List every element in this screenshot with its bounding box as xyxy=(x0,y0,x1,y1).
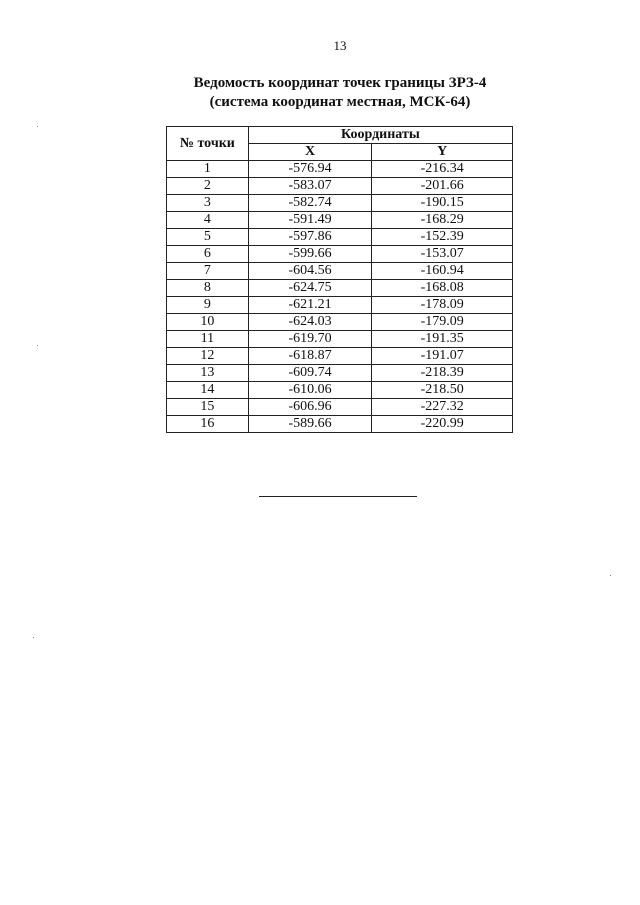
header-y: Y xyxy=(372,144,513,161)
y-coordinate-cell: -216.34 xyxy=(372,161,513,178)
y-coordinate-cell: -168.29 xyxy=(372,212,513,229)
x-coordinate-cell: -609.74 xyxy=(248,365,372,382)
scan-speck xyxy=(37,126,38,127)
x-coordinate-cell: -582.74 xyxy=(248,195,372,212)
point-number-cell: 4 xyxy=(167,212,249,229)
y-coordinate-cell: -160.94 xyxy=(372,263,513,280)
table-row xyxy=(167,297,513,314)
header-point-number: № точки xyxy=(167,127,249,161)
x-coordinate-cell: -624.75 xyxy=(248,280,372,297)
x-coordinate-cell: -610.06 xyxy=(248,382,372,399)
y-coordinate-cell: -153.07 xyxy=(372,246,513,263)
table-row xyxy=(167,331,513,348)
y-coordinate-cell: -191.07 xyxy=(372,348,513,365)
point-number-cell: 9 xyxy=(167,297,249,314)
scan-speck xyxy=(33,637,34,638)
y-coordinate-cell: -218.39 xyxy=(372,365,513,382)
point-number-cell: 10 xyxy=(167,314,249,331)
point-number-cell: 3 xyxy=(167,195,249,212)
table-row xyxy=(167,246,513,263)
point-number-cell: 1 xyxy=(167,161,249,178)
title-line-2: (система координат местная, МСК-64) xyxy=(209,94,471,110)
y-coordinate-cell: -179.09 xyxy=(372,314,513,331)
table-row xyxy=(167,280,513,297)
table-row xyxy=(167,382,513,399)
table-row xyxy=(167,399,513,416)
x-coordinate-cell: -583.07 xyxy=(248,178,372,195)
table-row xyxy=(167,195,513,212)
table-row xyxy=(167,314,513,331)
coordinates-table xyxy=(166,126,513,433)
x-coordinate-cell: -599.66 xyxy=(248,246,372,263)
title-line-1: Ведомость координат точек границы ЗРЗ-4 xyxy=(193,75,487,91)
y-coordinate-cell: -168.08 xyxy=(372,280,513,297)
scan-speck xyxy=(610,575,611,576)
x-coordinate-cell: -618.87 xyxy=(248,348,372,365)
table-row xyxy=(167,263,513,280)
x-coordinate-cell: -589.66 xyxy=(248,416,372,433)
point-number-cell: 7 xyxy=(167,263,249,280)
y-coordinate-cell: -190.15 xyxy=(372,195,513,212)
x-coordinate-cell: -591.49 xyxy=(248,212,372,229)
y-coordinate-cell: -191.35 xyxy=(372,331,513,348)
page-number: 13 xyxy=(333,38,347,53)
table-row xyxy=(167,365,513,382)
point-number-cell: 15 xyxy=(167,399,249,416)
point-number-cell: 2 xyxy=(167,178,249,195)
y-coordinate-cell: -152.39 xyxy=(372,229,513,246)
point-number-cell: 12 xyxy=(167,348,249,365)
table-body xyxy=(167,161,513,433)
table-row xyxy=(167,178,513,195)
y-coordinate-cell: -227.32 xyxy=(372,399,513,416)
y-coordinate-cell: -178.09 xyxy=(372,297,513,314)
x-coordinate-cell: -597.86 xyxy=(248,229,372,246)
point-number-cell: 6 xyxy=(167,246,249,263)
point-number-cell: 11 xyxy=(167,331,249,348)
x-coordinate-cell: -621.21 xyxy=(248,297,372,314)
scan-speck xyxy=(37,345,38,346)
separator-line xyxy=(259,496,417,497)
y-coordinate-cell: -220.99 xyxy=(372,416,513,433)
point-number-cell: 5 xyxy=(167,229,249,246)
document-title xyxy=(0,74,640,112)
point-number-cell: 13 xyxy=(167,365,249,382)
point-number-cell: 8 xyxy=(167,280,249,297)
x-coordinate-cell: -576.94 xyxy=(248,161,372,178)
x-coordinate-cell: -604.56 xyxy=(248,263,372,280)
y-coordinate-cell: -218.50 xyxy=(372,382,513,399)
table-row xyxy=(167,161,513,178)
table-row xyxy=(167,229,513,246)
x-coordinate-cell: -624.03 xyxy=(248,314,372,331)
table-header xyxy=(167,127,513,161)
table-row xyxy=(167,212,513,229)
x-coordinate-cell: -619.70 xyxy=(248,331,372,348)
table-row xyxy=(167,416,513,433)
y-coordinate-cell: -201.66 xyxy=(372,178,513,195)
header-x: X xyxy=(248,144,372,161)
header-coordinates: Координаты xyxy=(248,127,512,144)
table-row xyxy=(167,348,513,365)
point-number-cell: 16 xyxy=(167,416,249,433)
point-number-cell: 14 xyxy=(167,382,249,399)
x-coordinate-cell: -606.96 xyxy=(248,399,372,416)
